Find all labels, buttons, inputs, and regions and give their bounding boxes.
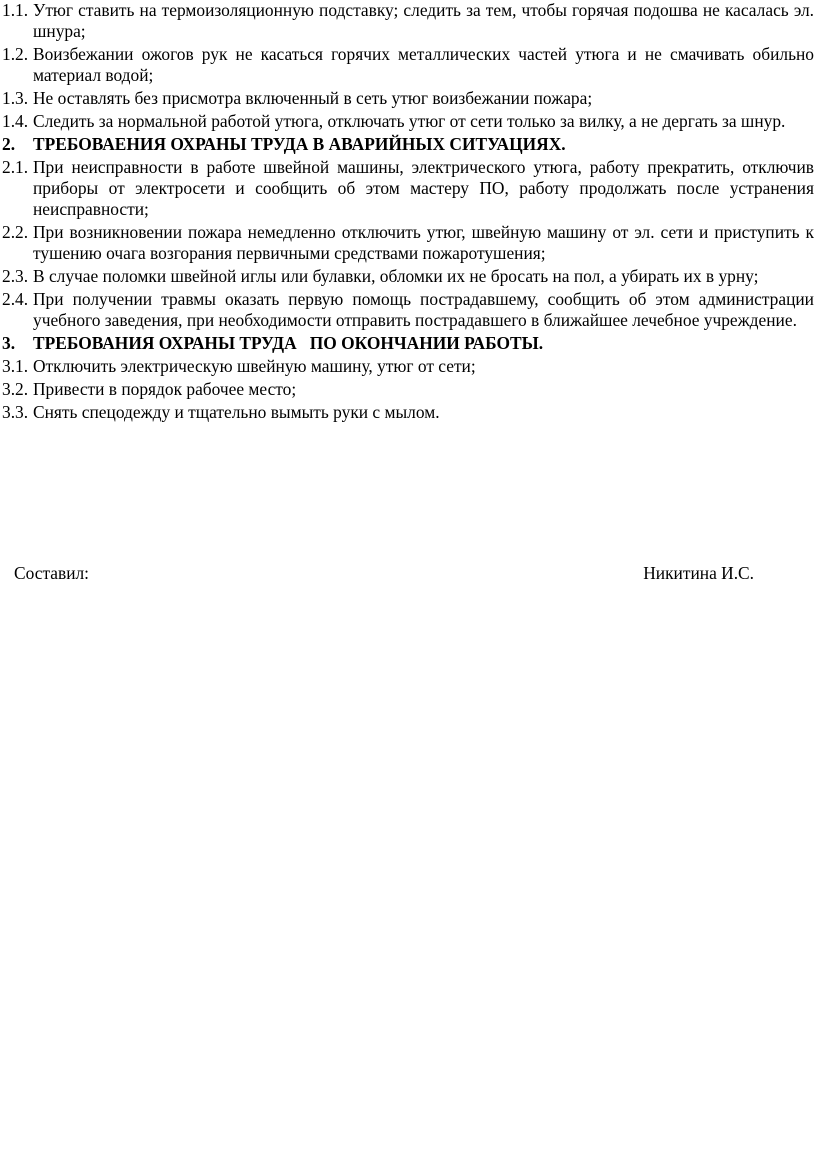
list-item-1-2 xyxy=(2,44,814,86)
list-item-1-1 xyxy=(2,0,814,42)
heading-number: 3. xyxy=(2,333,16,353)
item-text: Воизбежании ожогов рук не касаться горячих металлических частей утюга и не смачивать обильно материал водой; xyxy=(33,44,814,85)
list-item-3-1 xyxy=(2,356,814,377)
item-number: 3.1. xyxy=(2,356,29,376)
document-body xyxy=(2,0,814,425)
item-text: Снять спецодежду и тщательно вымыть руки с мылом. xyxy=(33,402,440,422)
item-text: Следить за нормальной работой утюга, отключать утюг от сети только за вилку, а не дергать за шнур. xyxy=(33,111,786,131)
list-item-3-2 xyxy=(2,379,814,400)
signature-label: Составил: xyxy=(14,563,90,583)
item-number: 1.2. xyxy=(2,44,29,64)
item-text: Не оставлять без присмотра включенный в сеть утюг воизбежании пожара; xyxy=(33,88,593,108)
item-number: 1.4. xyxy=(2,111,29,131)
section-heading-2 xyxy=(2,134,814,155)
list-item-2-4 xyxy=(2,289,814,331)
item-number: 2.4. xyxy=(2,289,29,309)
heading-number: 2. xyxy=(2,134,16,154)
item-text: В случае поломки швейной иглы или булавки, обломки их не бросать на пол, а убирать их в урну; xyxy=(33,266,759,286)
item-text: Привести в порядок рабочее место; xyxy=(33,379,297,399)
item-text: Отключить электрическую швейную машину, утюг от сети; xyxy=(33,356,476,376)
item-number: 1.3. xyxy=(2,88,29,108)
section-heading-3 xyxy=(2,333,814,354)
item-text: При возникновении пожара немедленно отключить утюг, швейную машину от эл. сети и приступить к тушению очага возгорания первичными средствами пожаротушения; xyxy=(33,222,814,263)
item-number: 2.1. xyxy=(2,157,29,177)
heading-text: ТРЕБОВАЕНИЯ ОХРАНЫ ТРУДА В АВАРИЙНЫХ СИТУАЦИЯХ. xyxy=(33,134,566,154)
item-number: 3.2. xyxy=(2,379,29,399)
item-number: 2.3. xyxy=(2,266,29,286)
heading-text: ТРЕБОВАНИЯ ОХРАНЫ ТРУДА ПО ОКОНЧАНИИ РАБОТЫ. xyxy=(33,333,544,353)
list-item-2-3 xyxy=(2,266,814,287)
item-number: 3.3. xyxy=(2,402,29,422)
item-number: 1.1. xyxy=(2,0,29,20)
list-item-2-1 xyxy=(2,157,814,220)
list-item-2-2 xyxy=(2,222,814,264)
list-item-3-3 xyxy=(2,402,814,423)
list-item-1-4 xyxy=(2,111,814,132)
item-text: При неисправности в работе швейной машины, электрического утюга, работу прекратить, отключив приборы от электросети и сообщить об этом мастеру ПО, работу продолжать после устранения неисправности; xyxy=(33,157,814,219)
item-number: 2.2. xyxy=(2,222,29,242)
signature-name: Никитина И.С. xyxy=(643,563,754,583)
item-text: Утюг ставить на термоизоляционную подставку; следить за тем, чтобы горячая подошва не касалась эл. шнура; xyxy=(33,0,814,41)
item-text: При получении травмы оказать первую помощь пострадавшему, сообщить об этом администрации учебного заведения, при необходимости отправить пострадавшего в ближайшее лечебное учреждение. xyxy=(33,289,814,330)
list-item-1-3 xyxy=(2,88,814,109)
